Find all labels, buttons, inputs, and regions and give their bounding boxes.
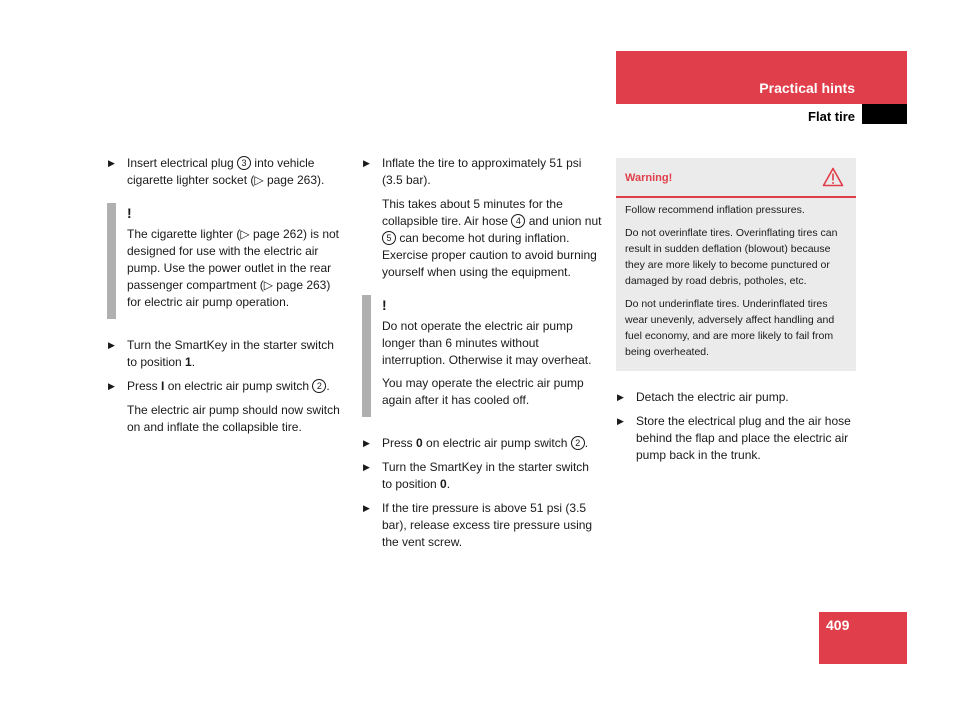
warning-header	[616, 158, 856, 198]
result-text: The electric air pump should now switch on and inflate the collapsible tire.	[127, 403, 340, 434]
warning-text: Follow recommend inflation pressures.	[625, 204, 805, 216]
column-2	[362, 155, 602, 558]
column-1	[107, 155, 347, 444]
page-number: 409	[826, 617, 850, 633]
triangle-right-icon: ▶	[363, 438, 370, 448]
page-number-box	[819, 612, 907, 664]
column-3	[616, 158, 856, 471]
note-bar	[362, 295, 371, 417]
triangle-right-icon: ▶	[617, 416, 624, 426]
triangle-right-icon: ▶	[363, 503, 370, 513]
subtitle-tab	[862, 104, 907, 124]
warning-text: Do not overinflate tires. Overinflating tires can result in sudden deflation (blowout) because they are more likely to become punctured or damaged by road debris, potholes, etc.	[625, 227, 838, 287]
callout-number: 2	[571, 436, 585, 450]
step-detach-pump: ▶ Detach the electric air pump.	[617, 390, 789, 404]
warning-body	[616, 198, 856, 371]
triangle-right-icon: ▶	[363, 462, 370, 472]
warning-title: Warning!	[625, 172, 673, 184]
inflation-info: This takes about 5 minutes for the collapsible tire. Air hose 4 and union nut 5 can become hot during inflation. Exercise proper caution to avoid burning yourself when using the equipment.	[382, 197, 602, 279]
step-insert-plug: ▶ Insert electrical plug 3 into vehicle cigarette lighter socket (▷ page 263).	[108, 156, 325, 187]
caution-note	[362, 295, 602, 417]
step-store-equipment: ▶ Store the electrical plug and the air hose behind the flap and place the electric air pump back in the trunk.	[617, 414, 851, 462]
triangle-right-icon: ▶	[108, 381, 115, 391]
triangle-right-icon: ▶	[617, 392, 624, 402]
note-text: You may operate the electric air pump again after it has cooled off.	[382, 376, 584, 407]
caution-note	[107, 203, 347, 319]
header-band	[616, 51, 907, 104]
step-turn-key: ▶ Turn the SmartKey in the starter switch to position 1.	[108, 338, 334, 369]
step-press-0: ▶ Press 0 on electric air pump switch 2 .	[363, 436, 589, 450]
triangle-right-icon: ▶	[108, 340, 115, 350]
triangle-right-icon: ▶	[363, 158, 370, 168]
note-text: Do not operate the electric air pump longer than 6 minutes without interruption. Otherwise it may overheat.	[382, 319, 592, 367]
note-bar	[107, 203, 116, 319]
triangle-right-icon: ▶	[108, 158, 115, 168]
page-subtitle: Flat tire	[808, 109, 855, 124]
caution-mark: !	[382, 297, 387, 313]
step-press-i: ▶ Press I on electric air pump switch 2 .	[108, 379, 330, 393]
warning-text: Do not underinflate tires. Underinflated tires wear unevenly, adversely affect handling and fuel economy, and are more likely to fail from being overheated.	[625, 298, 835, 358]
callout-number: 2	[312, 379, 326, 393]
step-turn-key-0: ▶ Turn the SmartKey in the starter switch to position 0.	[363, 460, 589, 491]
step-inflate: ▶ Inflate the tire to approximately 51 psi (3.5 bar).	[363, 156, 582, 187]
caution-mark: !	[127, 205, 132, 221]
callout-number: 3	[237, 156, 251, 170]
step-release-pressure: ▶ If the tire pressure is above 51 psi (3.5 bar), release excess tire pressure using the vent screw.	[363, 501, 593, 549]
warning-box	[616, 158, 856, 371]
section-title: Practical hints	[759, 80, 855, 96]
warning-triangle-icon	[822, 167, 844, 187]
callout-number: 5	[382, 231, 396, 245]
callout-number: 4	[511, 214, 525, 228]
note-text: The cigarette lighter (▷ page 262) is not designed for use with the electric air pump. Use the power outlet in the rear passenger compartment (▷ page 263) for electric air pump operation.	[127, 227, 340, 309]
